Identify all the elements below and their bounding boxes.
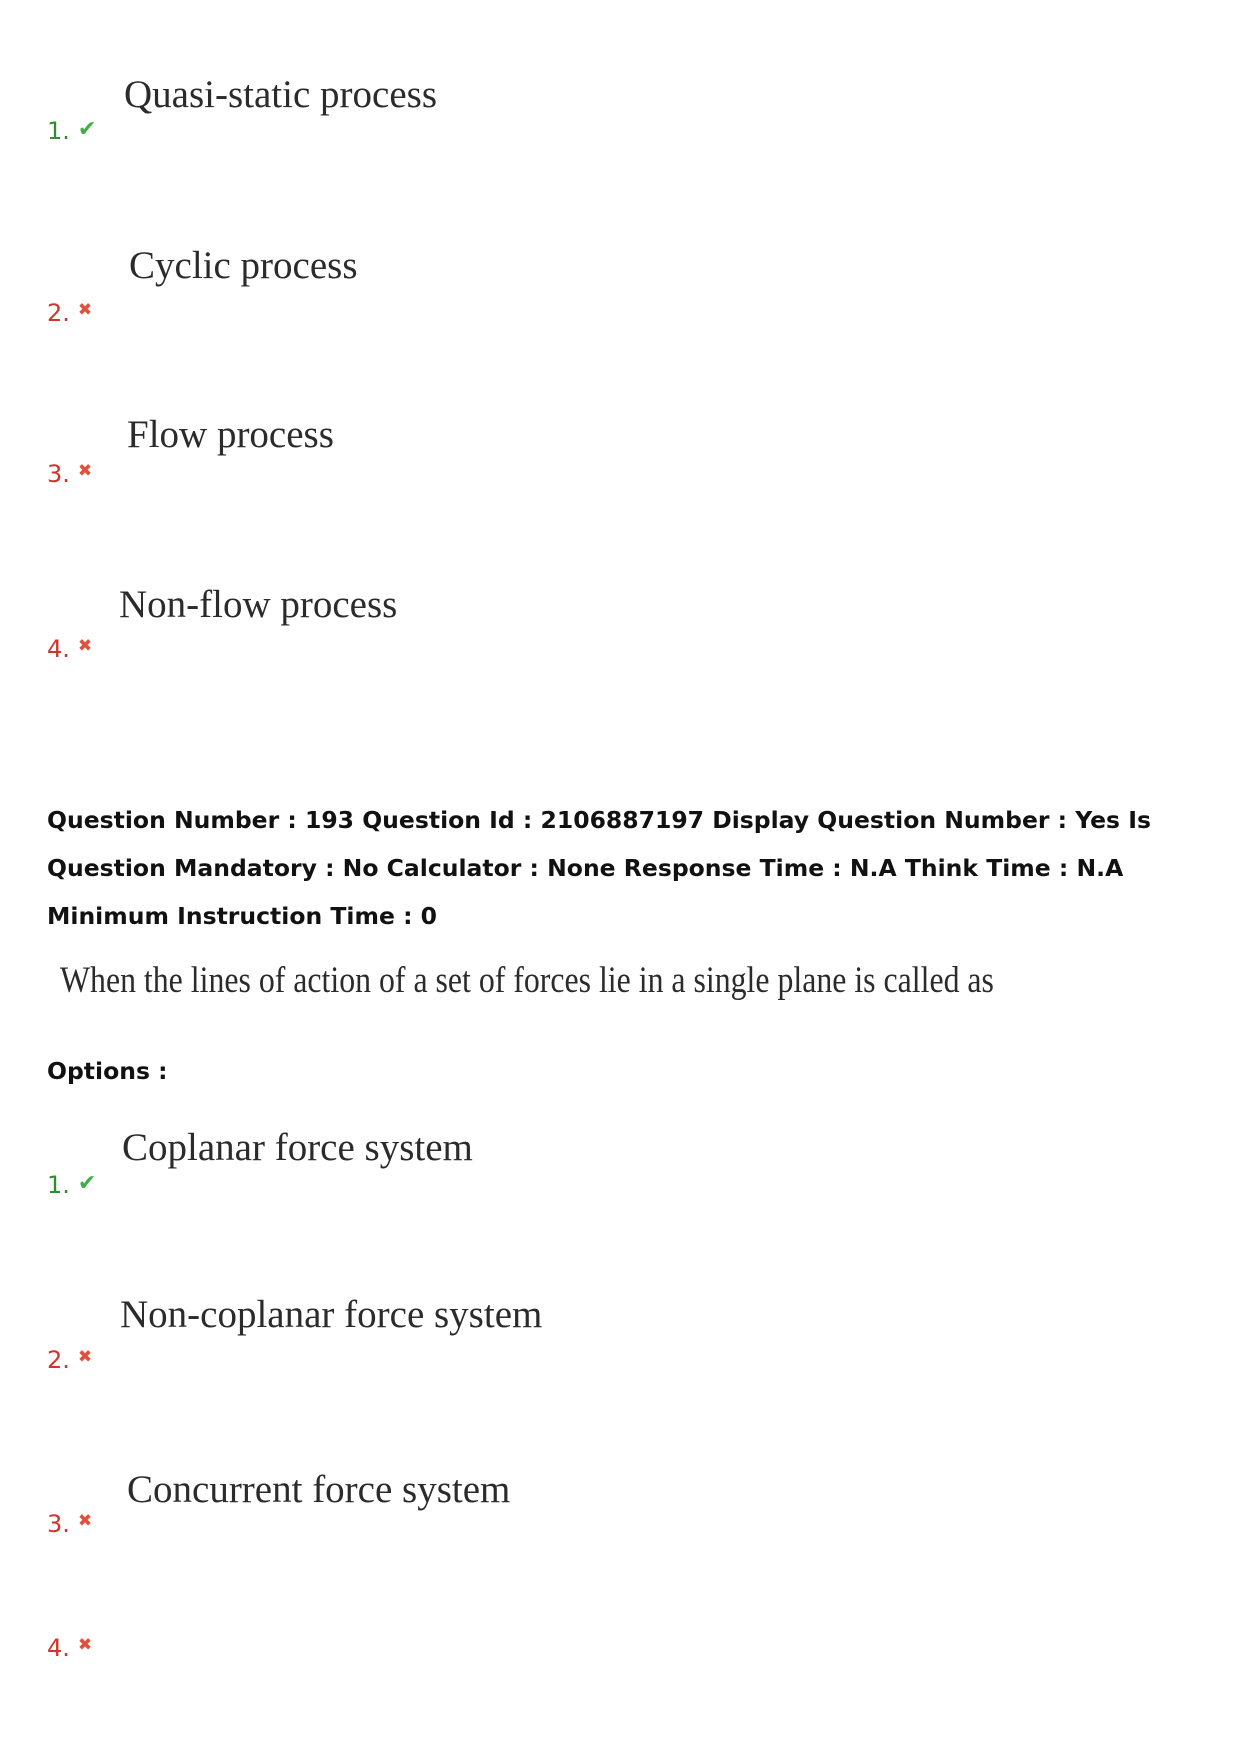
check-icon: ✔ bbox=[77, 1171, 97, 1196]
cross-icon: ✖ bbox=[77, 300, 93, 320]
option-number: 2. ✖ bbox=[47, 299, 93, 327]
options-label: Options : bbox=[47, 1057, 168, 1085]
question-meta: Question Number : 193 Question Id : 2106887197 Display Question Number : Yes Is Question Mandatory : No Calculator : None Response Time : N.A Think Time : N.A Minimum Instruction Time : 0 bbox=[47, 806, 1151, 930]
question-text: When the lines of action of a set of forces lie in a single plane is called as bbox=[60, 960, 994, 1001]
option-number: 1. ✔ bbox=[47, 1171, 97, 1199]
option-text: Cyclic process bbox=[129, 244, 358, 287]
option-number: 1. ✔ bbox=[47, 117, 97, 145]
option-text: Quasi-static process bbox=[124, 73, 437, 116]
option-number: 2. ✖ bbox=[47, 1346, 93, 1374]
option-text: Flow process bbox=[127, 413, 334, 456]
cross-icon: ✖ bbox=[77, 1347, 93, 1367]
option-number: 4. ✖ bbox=[47, 635, 93, 663]
cross-icon: ✖ bbox=[77, 636, 93, 656]
cross-icon: ✖ bbox=[77, 1511, 93, 1531]
cross-icon: ✖ bbox=[77, 461, 93, 481]
option-text: Concurrent force system bbox=[127, 1468, 511, 1511]
option-number: 4. ✖ bbox=[47, 1634, 93, 1662]
option-text: Non-flow process bbox=[119, 583, 398, 626]
cross-icon: ✖ bbox=[77, 1635, 93, 1655]
option-number: 3. ✖ bbox=[47, 1510, 93, 1538]
option-text: Non-coplanar force system bbox=[120, 1293, 543, 1336]
check-icon: ✔ bbox=[77, 117, 97, 142]
option-number: 3. ✖ bbox=[47, 460, 93, 488]
option-text: Coplanar force system bbox=[122, 1126, 473, 1169]
